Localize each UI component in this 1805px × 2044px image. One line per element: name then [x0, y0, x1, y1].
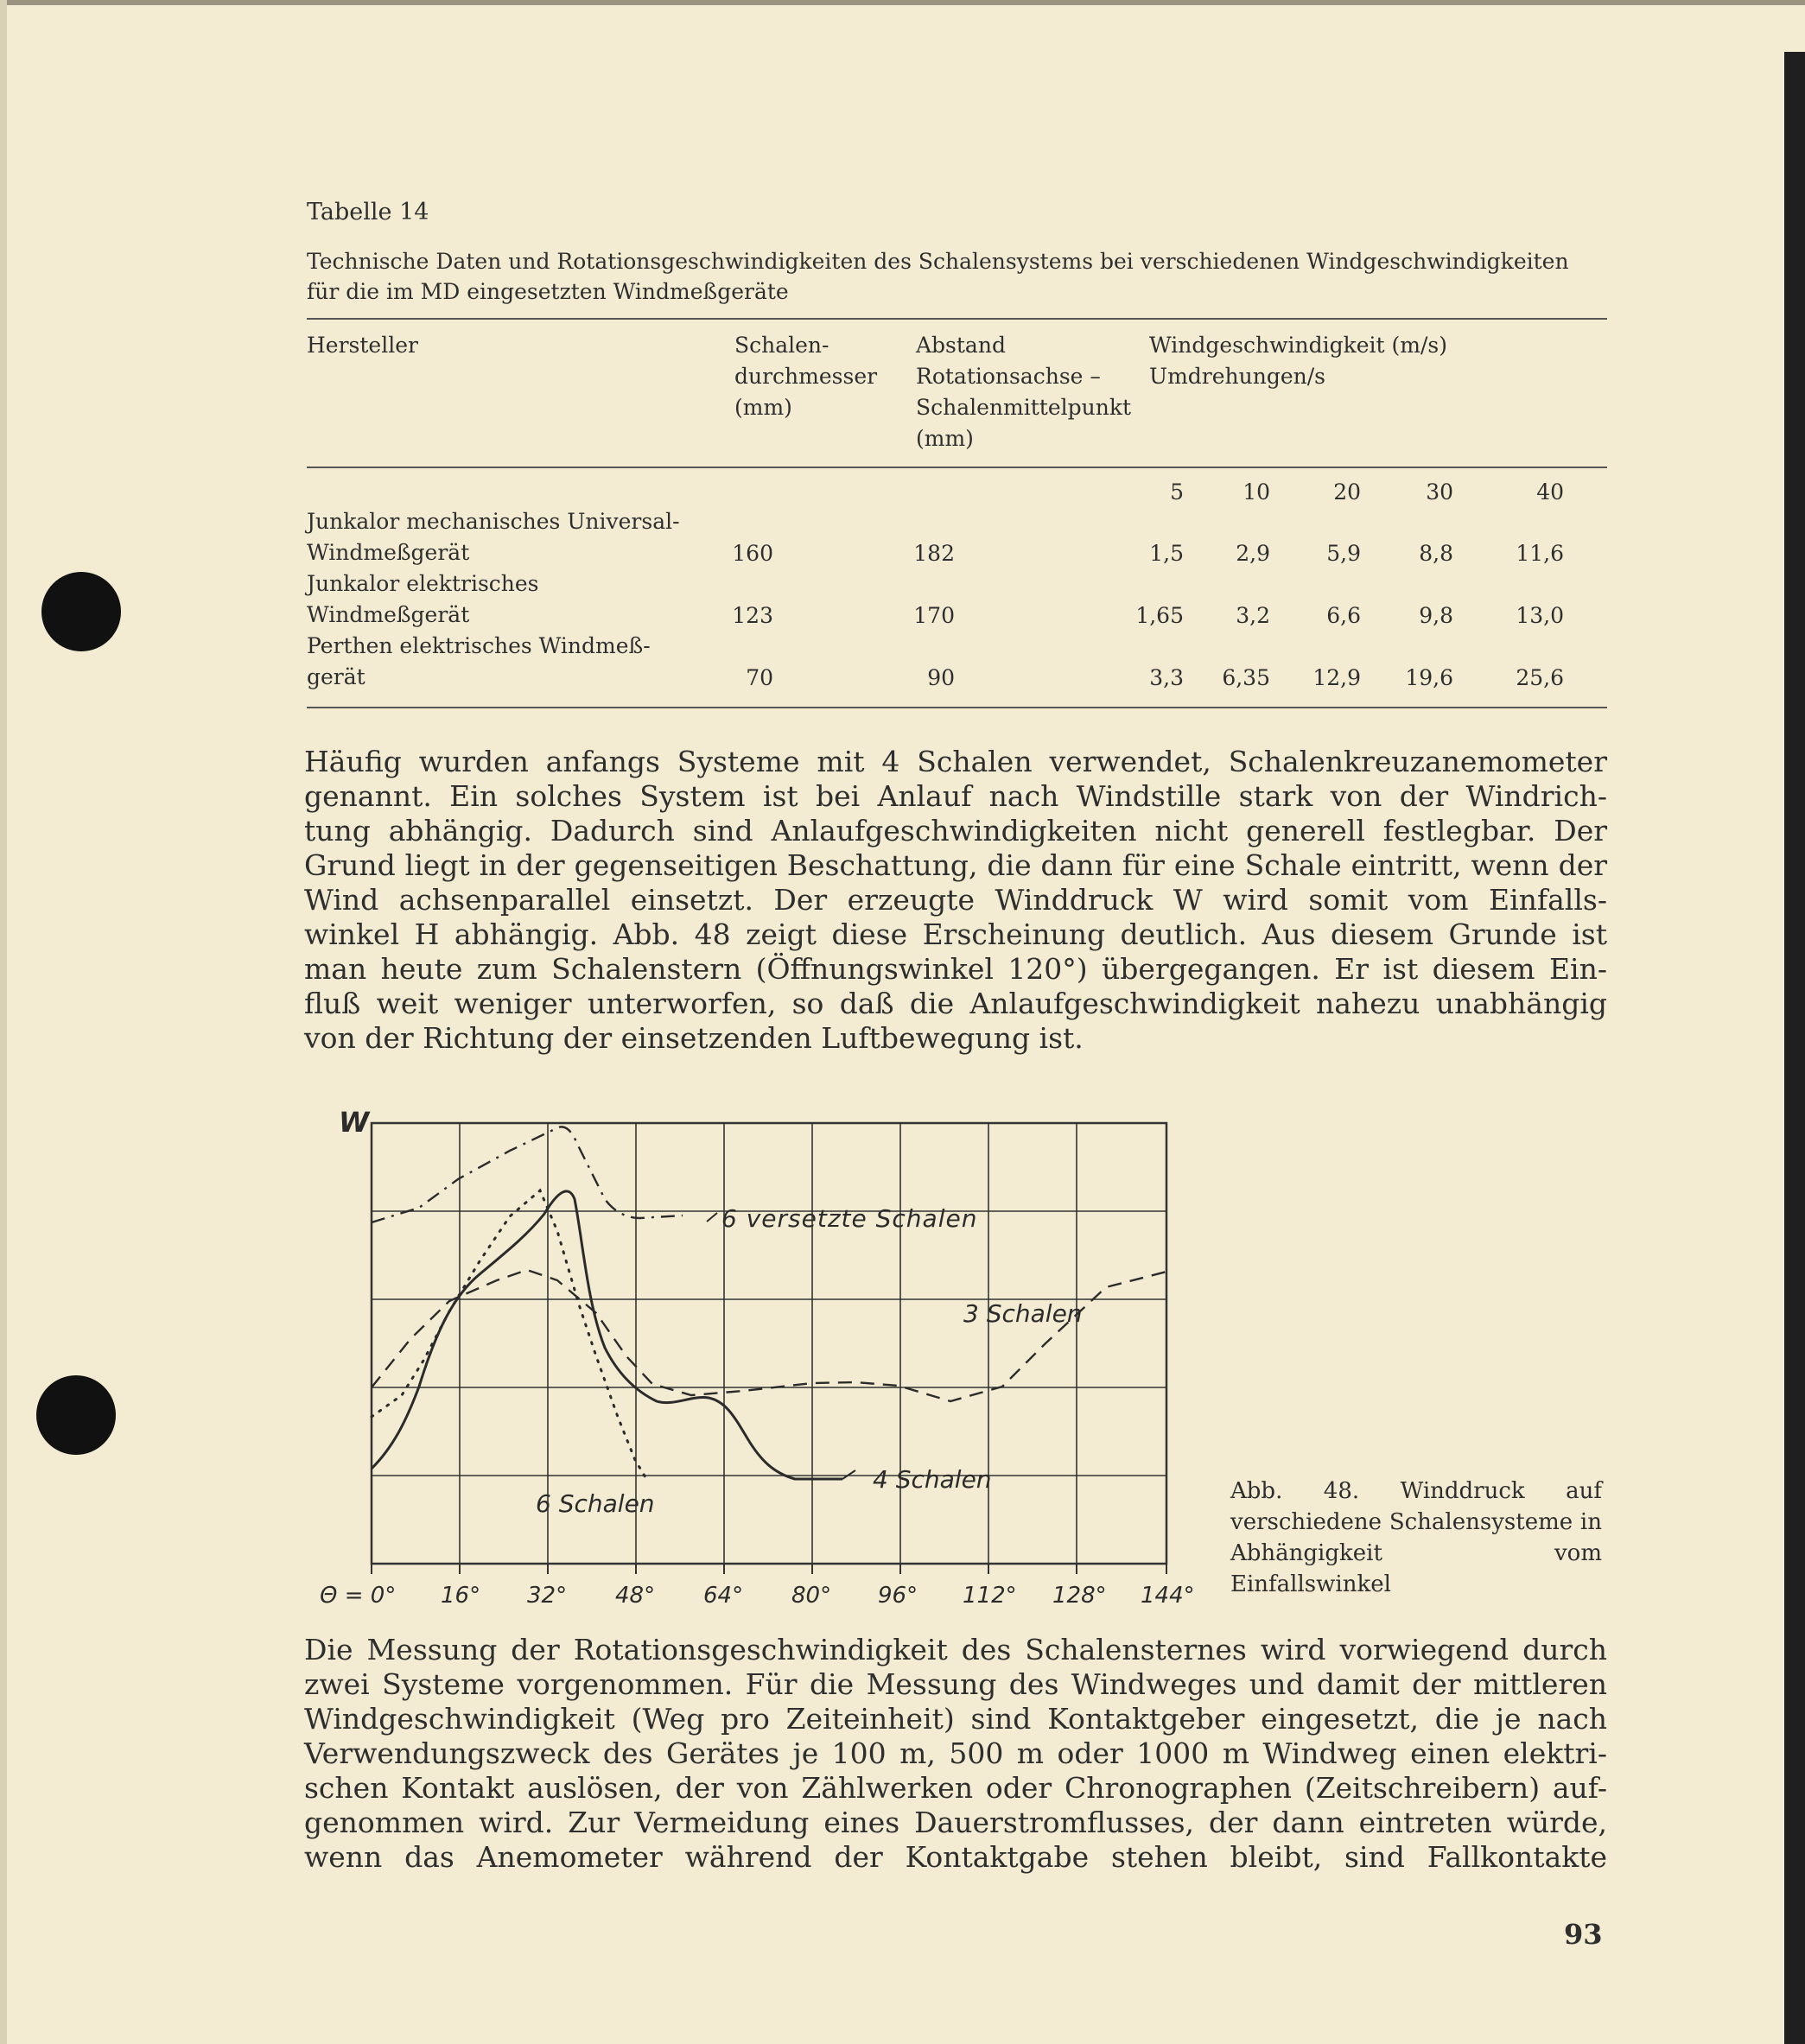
paragraph-1-line: genannt. Ein solches System ist bei Anlauf nach Windstille stark von der Windrich-	[304, 779, 1607, 813]
paragraph-1-line: winkel H abhängig. Abb. 48 zeigt diese Erscheinung deutlich. Aus diesem Grunde ist	[304, 917, 1607, 951]
paragraph-1-line: man heute zum Schalenstern (Öffnungswinkel 120°) übergegangen. Er ist diesem Ein-	[304, 952, 1607, 986]
paragraph-1-line: fluß weit weniger unterworfen, so daß die Anlaufgeschwindigkeit nahezu unabhängig	[304, 987, 1607, 1020]
punch-hole	[36, 1375, 116, 1455]
header-durchmesser: Schalen- durchmesser (mm)	[734, 333, 878, 420]
label-4-schalen: 4 Schalen	[873, 1465, 992, 1494]
row-2-distance: 170	[913, 603, 955, 628]
row-3-value-40: 25,6	[1516, 665, 1564, 690]
paragraph-1-line: Wind achsenparallel einsetzt. Der erzeugte Winddruck W wird somit vom Einfalls-	[304, 883, 1607, 917]
paragraph-1-line: tung abhängig. Dadurch sind Anlaufgeschwindigkeiten nicht generell festlegbar. Der	[304, 814, 1607, 847]
row-2-diameter: 123	[732, 603, 773, 628]
paragraph-2-line: Verwendungszweck des Gerätes je 100 m, 500 m oder 1000 m Windweg einen elektri-	[304, 1736, 1607, 1770]
page-edge-top	[0, 0, 1805, 5]
paragraph-2-line: Die Messung der Rotationsgeschwindigkeit des Schalensternes wird vorwiegend durch	[304, 1633, 1607, 1666]
x-tick-label: 32°	[527, 1583, 568, 1609]
x-tick-label: 144°	[1141, 1583, 1195, 1609]
x-tick-label: 48°	[615, 1583, 656, 1609]
figure-caption: Abb. 48. Winddruck auf verschiedene Schalensysteme in Abhängigkeit vom Einfallswinkel	[1230, 1478, 1602, 1597]
table-caption: Technische Daten und Rotationsgeschwindigkeiten des Schalensystems bei verschiedenen Windgeschwindigkeiten für die im MD eingesetzten Windmeßgeräte	[307, 249, 1569, 304]
x-tick-label: 128°	[1052, 1583, 1107, 1609]
row-1-name-line2: Windmeßgerät	[307, 540, 470, 565]
paragraph-1-line: von der Richtung der einsetzenden Luftbewegung ist.	[304, 1021, 1084, 1055]
label-6-schalen: 6 Schalen	[536, 1489, 655, 1518]
row-2-name-line2: Windmeßgerät	[307, 602, 470, 627]
row-2-value-40: 13,0	[1516, 603, 1564, 628]
row-3-value-10: 6,35	[1222, 665, 1270, 690]
row-3-value-20: 12,9	[1312, 665, 1361, 690]
wind-speed-5: 5	[1170, 479, 1184, 505]
page-edge-left	[0, 0, 7, 2044]
row-2-value-5: 1,65	[1135, 603, 1184, 628]
header-hersteller: Hersteller	[307, 333, 418, 358]
wind-speed-10: 10	[1243, 479, 1270, 505]
x-tick-label: 112°	[963, 1583, 1017, 1609]
row-2-value-20: 6,6	[1326, 603, 1361, 628]
page-number: 93	[1564, 1918, 1603, 1951]
x-tick-label: 96°	[878, 1583, 918, 1609]
table-top-rule	[307, 318, 1607, 320]
row-2-value-30: 9,8	[1419, 603, 1453, 628]
row-1-value-5: 1,5	[1149, 541, 1184, 566]
figure-frame	[372, 1123, 1166, 1564]
row-1-name-line1: Junkalor mechanisches Universal-	[307, 509, 680, 534]
wind-speed-40: 40	[1536, 479, 1564, 505]
x-tick-label: 16°	[441, 1583, 481, 1609]
row-3-name-line2: gerät	[307, 664, 365, 689]
row-2-name-line1: Junkalor elektrisches	[307, 571, 539, 596]
paragraph-2-line: Windgeschwindigkeit (Weg pro Zeiteinheit) sind Kontaktgeber eingesetzt, die je nach	[304, 1702, 1607, 1736]
figure-x-ticks	[372, 1564, 1166, 1574]
row-3-value-30: 19,6	[1405, 665, 1453, 690]
row-1-value-20: 5,9	[1326, 541, 1361, 566]
row-1-value-10: 2,9	[1236, 541, 1270, 566]
punch-hole	[41, 572, 121, 651]
paragraph-2-line: wenn das Anemometer während der Kontaktgabe stehen bleibt, sind Fallkontakte	[304, 1840, 1607, 1874]
row-1-diameter: 160	[732, 541, 773, 566]
y-axis-label: W	[339, 1106, 370, 1139]
paragraph-2	[304, 1633, 1607, 1875]
paragraph-1-line: Grund liegt in der gegenseitigen Beschattung, die dann für eine Schale eintritt, wenn der	[304, 848, 1607, 882]
row-2-value-10: 3,2	[1236, 603, 1270, 628]
curve-6-schalen	[372, 1190, 648, 1482]
row-3-name-line1: Perthen elektrisches Windmeß-	[307, 633, 651, 658]
paragraph-2-line: zwei Systeme vorgenommen. Für die Messung des Windweges und damit der mittleren	[304, 1667, 1607, 1701]
row-3-value-5: 3,3	[1149, 665, 1184, 690]
curve-4-schalen	[372, 1191, 842, 1479]
label-6-versetzte-schalen: 6 versetzte Schalen	[721, 1204, 978, 1233]
page-edge-right	[1784, 52, 1805, 2044]
header-abstand: Abstand Rotationsachse – Schalenmittelpunkt (mm)	[916, 333, 1132, 451]
label-3-schalen: 3 Schalen	[963, 1299, 1083, 1328]
row-1-value-40: 11,6	[1516, 541, 1564, 566]
wind-speed-30: 30	[1426, 479, 1453, 505]
wind-speed-20: 20	[1333, 479, 1361, 505]
figure-winddruck	[320, 1097, 1195, 1616]
figure-grid	[372, 1123, 1166, 1564]
row-3-distance: 90	[927, 665, 955, 690]
x-tick-label: 64°	[703, 1583, 744, 1609]
paragraph-2-line: schen Kontakt auslösen, der von Zählwerken oder Chronographen (Zeitschreibern) auf-	[304, 1771, 1607, 1805]
paragraph-1-line: Häufig wurden anfangs Systeme mit 4 Schalen verwendet, Schalenkreuzanemometer	[304, 745, 1607, 778]
header-windgeschwindigkeit: Windgeschwindigkeit (m/s) Umdrehungen/s	[1149, 333, 1447, 389]
x-tick-label: 80°	[791, 1583, 832, 1609]
figure-leaders	[707, 1213, 855, 1479]
x-tick-label: Θ = 0°	[320, 1583, 397, 1609]
row-3-diameter: 70	[746, 665, 773, 690]
table-bottom-rule	[307, 707, 1607, 708]
curve-3-schalen	[372, 1270, 1166, 1401]
row-1-value-30: 8,8	[1419, 541, 1453, 566]
table-title: Tabelle 14	[307, 199, 429, 225]
row-1-distance: 182	[913, 541, 955, 566]
paragraph-2-line: genommen wird. Zur Vermeidung eines Dauerstromflusses, der dann eintreten würde,	[304, 1806, 1607, 1839]
table-header-rule	[307, 467, 1607, 468]
paragraph-1	[304, 745, 1607, 1056]
x-tick-labels	[320, 1583, 1195, 1609]
